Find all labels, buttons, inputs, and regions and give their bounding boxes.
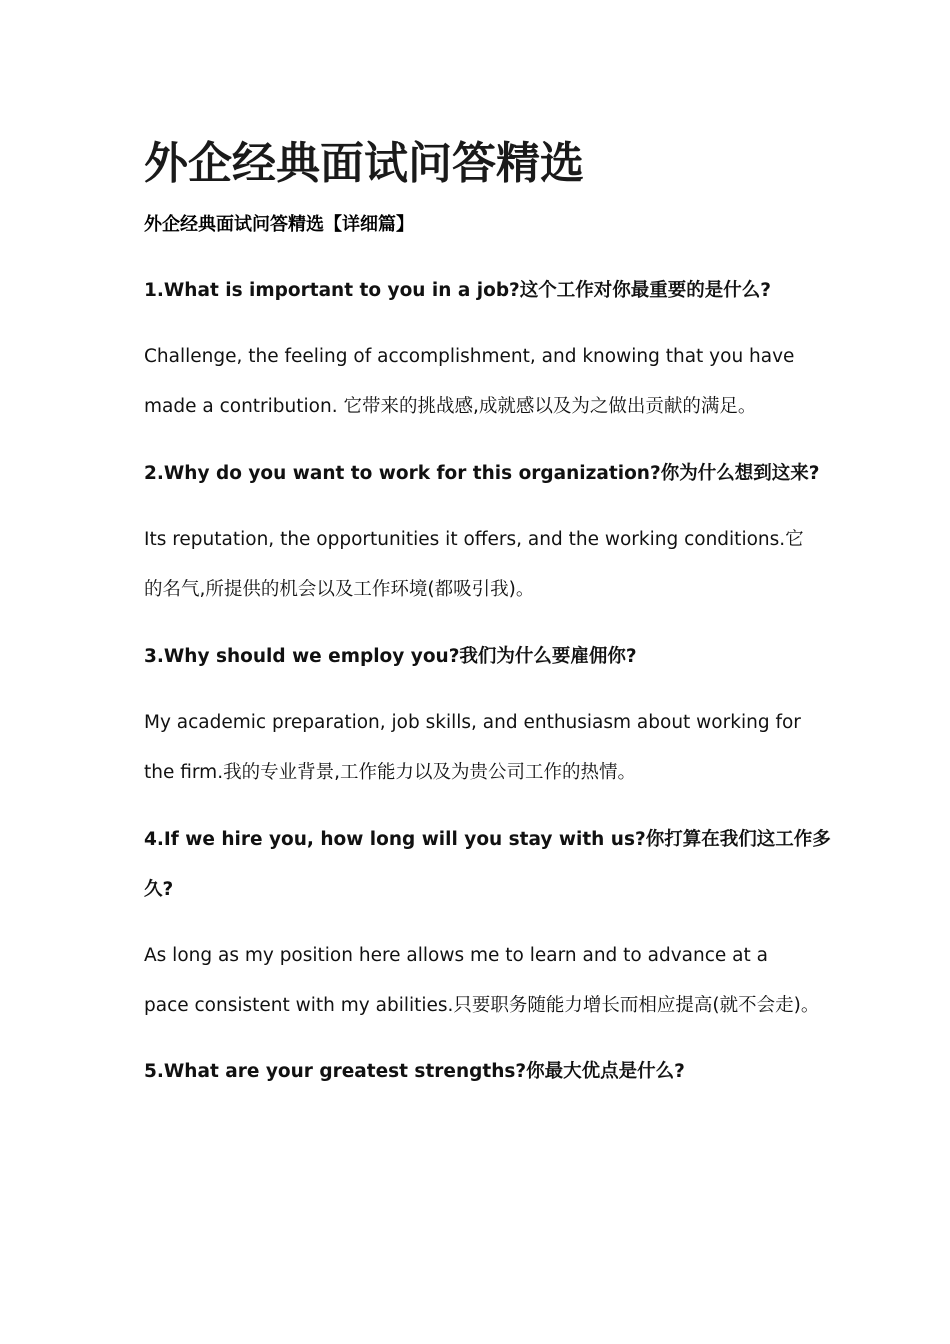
- question-5: 5.What are your greatest strengths?你最大优点是什么?: [144, 1061, 685, 1082]
- answer-1-line-2: made a contribution. 它带来的挑战感,成就感以及为之做出贡献的满足。: [144, 396, 757, 417]
- page-subtitle: 外企经典面试问答精选【详细篇】: [144, 214, 414, 235]
- answer-1-line-1: Challenge, the feeling of accomplishment, and knowing that you have: [144, 346, 795, 367]
- page-title: 外企经典面试问答精选: [144, 138, 584, 189]
- question-4-line-2: 久?: [144, 879, 174, 900]
- answer-3-line-2: the firm.我的专业背景,工作能力以及为贵公司工作的热情。: [144, 762, 636, 783]
- answer-2-line-1: Its reputation, the opportunities it offers, and the working conditions.它: [144, 529, 804, 550]
- question-1: 1.What is important to you in a job?这个工作对你最重要的是什么?: [144, 280, 772, 301]
- answer-4-line-1: As long as my position here allows me to learn and to advance at a: [144, 945, 768, 966]
- question-3: 3.Why should we employ you?我们为什么要雇佣你?: [144, 646, 637, 667]
- question-4-line-1: 4.If we hire you, how long will you stay with us?你打算在我们这工作多: [144, 829, 831, 850]
- answer-3-line-1: My academic preparation, job skills, and enthusiasm about working for: [144, 712, 801, 733]
- answer-4-line-2: pace consistent with my abilities.只要职务随能力增长而相应提高(就不会走)。: [144, 995, 820, 1016]
- question-2: 2.Why do you want to work for this organization?你为什么想到这来?: [144, 463, 820, 484]
- answer-2-line-2: 的名气,所提供的机会以及工作环境(都吸引我)。: [144, 579, 535, 600]
